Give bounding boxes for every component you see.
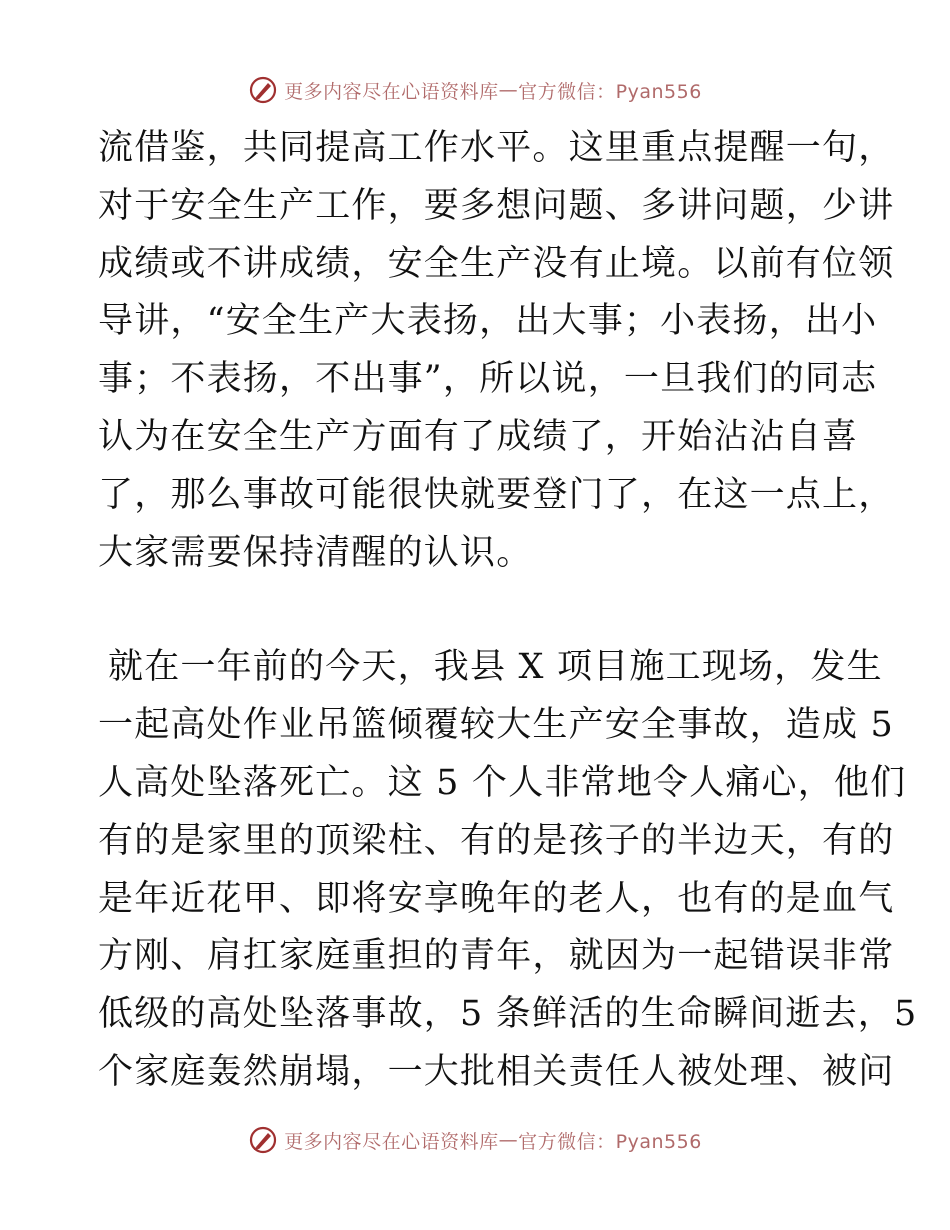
banner-dash: — (498, 1129, 519, 1151)
text-line: 是年近花甲、即将安享晚年的老人，也有的是血气 (98, 878, 895, 919)
text-line: 事；不表扬，不出事”，所以说，一旦我们的同志 (98, 359, 878, 400)
text-line: 认为在安全生产方面有了成绩了，开始沾沾自喜 (98, 416, 859, 457)
text-line: 有的是家里的顶梁柱、有的是孩子的半边天，有的 (98, 820, 895, 861)
text-line: 低级的高处坠落事故，5 条鲜活的生命瞬间逝去，5 (98, 994, 918, 1035)
text-line: 了，那么事故可能很快就要登门了，在这一点上， (98, 474, 895, 515)
text-line: 大家需要保持清醒的认识。 (98, 532, 533, 573)
text-line: 个家庭轰然崩塌，一大批相关责任人被处理、被问 (98, 1051, 895, 1092)
text-line: 成绩或不讲成绩，安全生产没有止境。以前有位领 (98, 243, 895, 284)
text-line: 方刚、肩扛家庭重担的青年，就因为一起错误非常 (98, 936, 895, 977)
banner-dash: — (498, 79, 519, 101)
text-line: 导讲，“安全生产大表扬，出大事；小表扬，出小 (98, 301, 878, 342)
text-line: 一起高处作业吊篮倾覆较大生产安全事故，造成 5 (98, 705, 894, 746)
banner-main-text: 更多内容尽在心语资料库 (284, 80, 499, 103)
header-banner (0, 70, 950, 110)
text-line: 流借鉴，共同提高工作水平。这里重点提醒一句， (98, 128, 895, 168)
paragraph-2 (98, 639, 918, 1101)
pen-logo-icon (248, 1125, 278, 1155)
document-body (98, 120, 918, 1102)
text-line: 对于安全生产工作，要多想问题、多讲问题，少讲 (98, 185, 895, 226)
paragraph-1 (98, 120, 895, 582)
banner-wechat-text: 官方微信：Pyan556 (518, 80, 702, 103)
paragraph-gap (98, 582, 858, 639)
banner-wechat-text: 官方微信：Pyan556 (518, 1130, 702, 1153)
pen-logo-icon (248, 75, 278, 105)
footer-banner (0, 1120, 950, 1160)
text-line: 就在一年前的今天，我县 X 项目施工现场，发生 (108, 647, 883, 688)
banner-main-text: 更多内容尽在心语资料库 (284, 1130, 499, 1153)
text-line: 人高处坠落死亡。这 5 个人非常地令人痛心，他们 (98, 762, 907, 803)
